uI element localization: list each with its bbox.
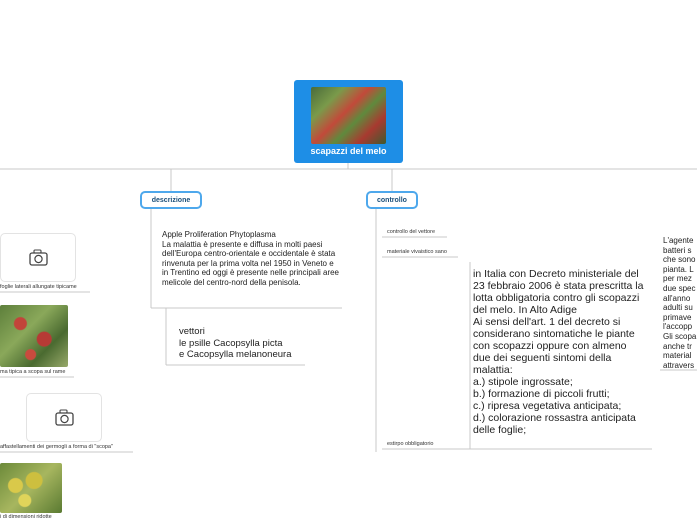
left-item3-caption: affastellamenti dei germogli a forma di "scopa" — [0, 444, 113, 450]
left-item2-caption: ma tipica a scopa sul rame — [0, 369, 66, 375]
vectors-text: vettori le psille Cacopsylla picta e Cacopsylla melanoneura — [179, 326, 292, 360]
descrizione-text: Apple Proliferation Phytoplasma La malattia è presente e diffusa in molti paesi dell'Europa centro-orientale e occidentale è stata rinvenuta per la prima volta nel 1950 in Veneto e in Trentino ed oggi è presente nelle principali aree melicole del centro-nord della penisola. — [162, 230, 340, 287]
right-description-text: L'agente batteri s che sono pianta. L per mez due spec all'anno adulti su primave l'accopp Gli scopa anche tr material attravers — [663, 236, 697, 370]
controllo-node[interactable] — [366, 191, 418, 209]
root-node[interactable] — [294, 80, 403, 163]
estirpo-obbligatorio-item[interactable]: estirpo obbligatorio — [387, 441, 434, 447]
descrizione-node[interactable] — [140, 191, 202, 209]
witches-broom-photo — [0, 305, 68, 367]
camera-icon — [27, 394, 103, 443]
decree-text: in Italia con Decreto ministeriale del 23 febbraio 2006 è stata prescritta la lotta obbligatoria contro gli scopazzi del melo. In Alto Adige Ai sensi dell'art. 1 del decreto si considerano sintomatiche le piante con scopazzi oppure con almeno due dei seguenti sintomi della malattia: a.) stipole ingrossate; b.) formazione di piccoli frutti; c.) ripresa vegetativa anticipata; d.) colorazione rossastra anticipata delle foglie; — [473, 268, 644, 436]
left-item1-caption: foglie laterali allungate tipicame — [0, 284, 77, 290]
controllo-label: controllo — [377, 196, 407, 204]
small-fruits-photo — [0, 463, 62, 513]
image-placeholder-2[interactable] — [26, 393, 102, 442]
descrizione-label: descrizione — [151, 196, 191, 204]
camera-icon — [1, 234, 77, 283]
materiale-vivaistico-item[interactable]: materiale vivaistico sano — [387, 249, 447, 255]
image-placeholder-1[interactable] — [0, 233, 76, 282]
left-item4-caption: i di dimensioni ridotte — [0, 514, 52, 520]
apple-plant-photo — [311, 87, 386, 144]
controllo-vettore-item[interactable]: controllo del vettore — [387, 229, 435, 235]
root-label: scapazzi del melo — [310, 146, 387, 156]
